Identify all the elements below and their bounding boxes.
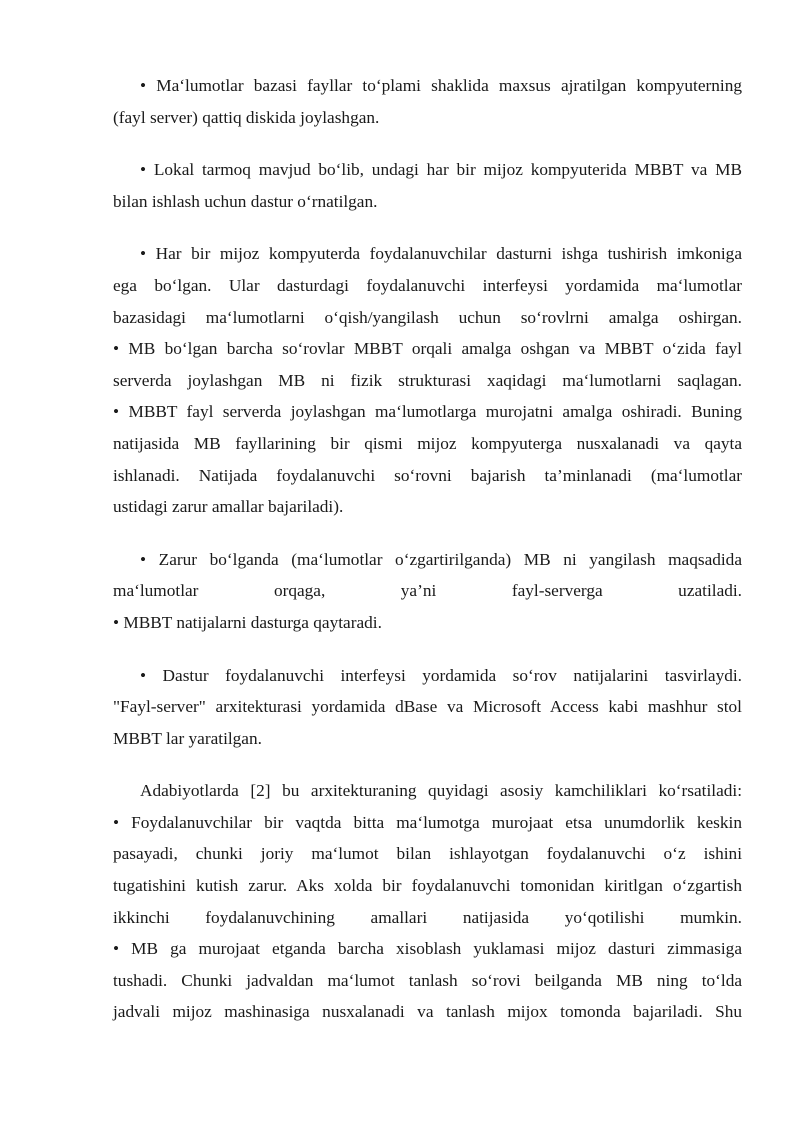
text-line: "Fayl-server" arxitekturasi yordamida dBase va Microsoft Access kabi mashhur stol xyxy=(113,697,742,717)
text-line: tugatishini kutish zarur. Aks xolda bir foydalanuvchi tomonidan kiritlgan o‘zgartish xyxy=(113,876,742,896)
text-line: ma‘lumotlar orqaga, ya’ni fayl-serverga uzatiladi. xyxy=(113,581,742,601)
text-line: ishlanadi. Natijada foydalanuvchi so‘rovni bajarish ta’minlanadi (ma‘lumotlar xyxy=(113,465,742,485)
text-line: Adabiyotlarda [2] bu arxitekturaning quyidagi asosiy kamchiliklari ko‘rsatiladi: xyxy=(140,781,742,801)
text-line: • Lokal tarmoq mavjud bo‘lib, undagi har bir mijoz kompyuterida MBBT va MB xyxy=(140,160,742,180)
text-line: • MB bo‘lgan barcha so‘rovlar MBBT orqali amalga oshgan va MBBT o‘zida fayl xyxy=(113,339,742,359)
text-line: ega bo‘lgan. Ular dasturdagi foydalanuvchi interfeysi yordamida ma‘lumotlar xyxy=(113,275,742,295)
text-line: natijasida MB fayllarining bir qismi mijoz kompyuterga nusxalanadi va qayta xyxy=(113,433,742,453)
text-line: • Zarur bo‘lganda (ma‘lumotlar o‘zgartirilganda) MB ni yangilash maqsadida xyxy=(140,549,742,569)
text-line: ustidagi zarur amallar bajariladi). xyxy=(113,497,344,517)
text-line: • MBBT natijalarni dasturga qaytaradi. xyxy=(113,612,382,632)
paragraph-2 xyxy=(113,154,742,217)
paragraph-3 xyxy=(113,238,742,522)
text-line: • MB ga murojaat etganda barcha xisoblash yuklamasi mijoz dasturi zimmasiga xyxy=(113,939,742,959)
paragraph-5 xyxy=(113,660,742,755)
text-line: • Foydalanuvchilar bir vaqtda bitta ma‘lumotga murojaat etsa unumdorlik keskin xyxy=(113,812,742,832)
paragraph-1 xyxy=(113,70,742,133)
paragraph-4 xyxy=(113,544,742,639)
text-line: jadvali mijoz mashinasiga nusxalanadi va tanlash mijox tomonda bajariladi. Shu xyxy=(113,1002,742,1022)
text-line: tushadi. Chunki jadvaldan ma‘lumot tanlash so‘rovi beilganda MB ning to‘lda xyxy=(113,970,742,990)
paragraph-6 xyxy=(113,775,742,1028)
text-line: bazasidagi ma‘lumotlarni o‘qish/yangilash uchun so‘rovlrni amalga oshirgan. xyxy=(113,307,742,327)
text-line: (fayl server) qattiq diskida joylashgan. xyxy=(113,107,380,127)
text-line: • Ma‘lumotlar bazasi fayllar to‘plami shaklida maxsus ajratilgan kompyuterning xyxy=(140,76,742,95)
text-line: ikkinchi foydalanuvchining amallari natijasida yo‘qotilishi mumkin. xyxy=(113,907,742,927)
text-line: pasayadi, chunki joriy ma‘lumot bilan ishlayotgan foydalanuvchi o‘z ishini xyxy=(113,844,742,864)
text-line: bilan ishlash uchun dastur o‘rnatilgan. xyxy=(113,191,378,211)
text-line: MBBT lar yaratilgan. xyxy=(113,728,262,748)
text-line: serverda joylashgan MB ni fizik strukturasi xaqidagi ma‘lumotlarni saqlagan. xyxy=(113,370,742,390)
document-page xyxy=(113,70,742,1049)
text-line: • MBBT fayl serverda joylashgan ma‘lumotlarga murojatni amalga oshiradi. Buning xyxy=(113,402,742,422)
text-line: • Har bir mijoz kompyuterda foydalanuvchilar dasturni ishga tushirish imkoniga xyxy=(140,244,742,264)
text-line: • Dastur foydalanuvchi interfeysi yordamida so‘rov natijalarini tasvirlaydi. xyxy=(140,665,742,685)
